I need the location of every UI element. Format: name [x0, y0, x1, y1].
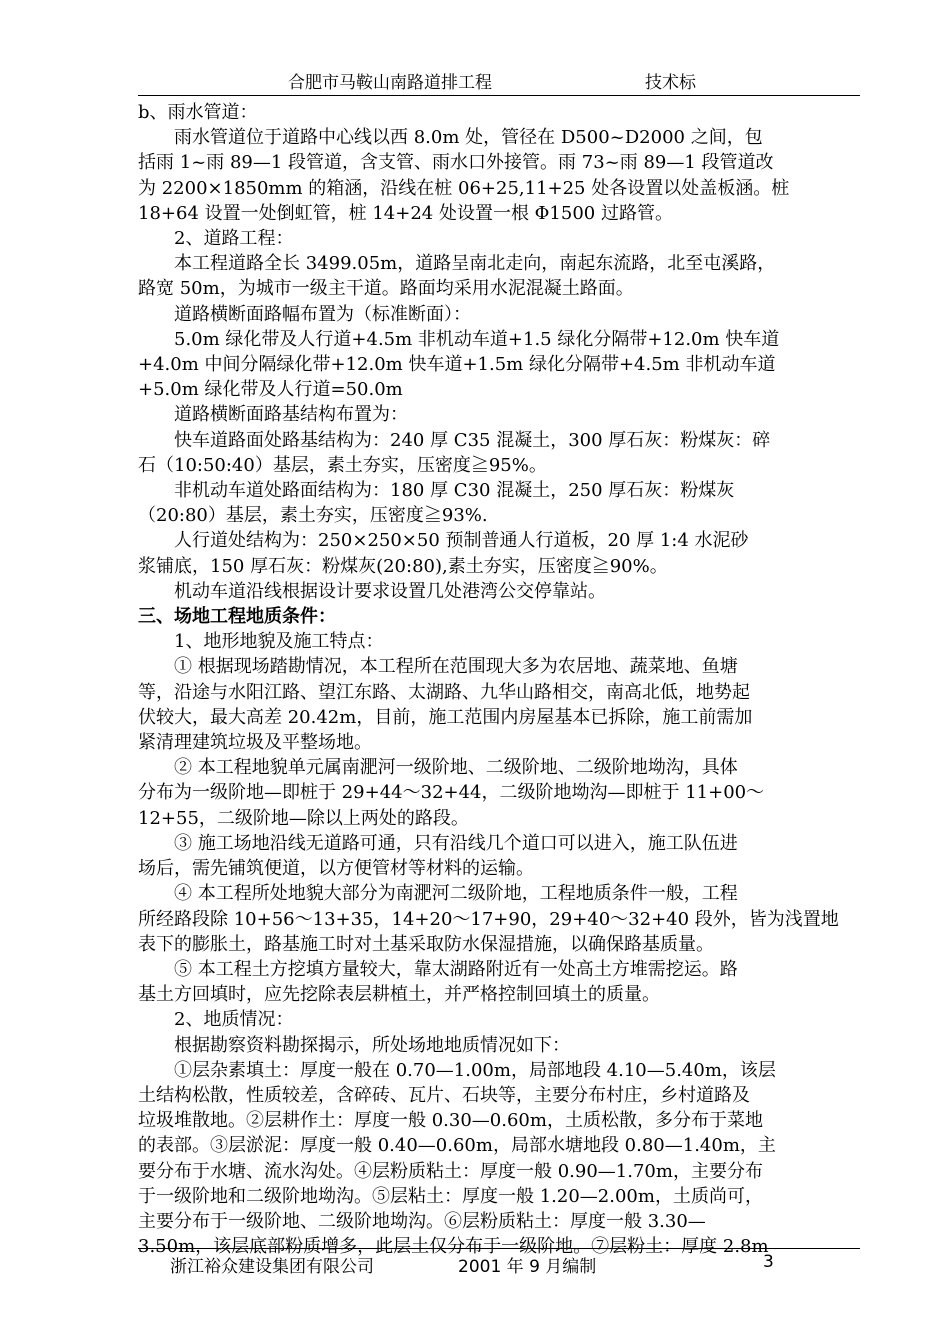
text-line: 道路横断面路幅布置为（标准断面）：: [174, 303, 471, 325]
text-line: 于一级阶地和二级阶地坳沟。⑤层粘土：厚度一般 1.20—2.00m，土质尚可，: [138, 1185, 763, 1207]
text-line: ④ 本工程所处地貌大部分为南淝河二级阶地，工程地质条件一般，工程: [174, 883, 738, 905]
text-line: 等，沿途与水阳江路、望江东路、太湖路、九华山路相交，南高北低，地势起: [138, 681, 750, 703]
text-line: 12+55，二级阶地—除以上两处的路段。: [138, 807, 469, 829]
company-name: 浙江裕众建设集团有限公司: [170, 1257, 374, 1277]
text-line: 道路横断面路基结构布置为：: [174, 404, 408, 426]
page-number: 3: [763, 1252, 774, 1272]
section-heading: 三、场地工程地质条件：: [138, 606, 336, 628]
text-line: ⑤ 本工程土方挖填方量较大，靠太湖路附近有一处高土方堆需挖运。路: [174, 958, 738, 980]
text-line: 伏较大，最大高差 20.42m，目前，施工范围内房屋基本已拆除，施工前需加: [138, 706, 753, 728]
text-line: 非机动车道处路面结构为：180 厚 C30 混凝土，250 厚石灰：粉煤灰: [174, 480, 735, 502]
compile-date: 2001 年 9 月编制: [458, 1257, 597, 1277]
text-line: ② 本工程地貌单元属南淝河一级阶地、二级阶地、二级阶地坳沟，具体: [174, 757, 738, 779]
text-line: 石（10:50:40）基层，素土夯实，压密度≧95%。: [138, 454, 547, 476]
text-line: 所经路段除 10+56～13+35，14+20～17+90，29+40～32+40 段外，皆为浅置地: [138, 908, 839, 930]
text-line: 路宽 50m，为城市一级主干道。路面均采用水泥混凝土路面。: [138, 278, 634, 300]
text-line: 紧清理建筑垃圾及平整场地。: [138, 732, 372, 754]
text-line: 人行道处结构为：250×250×50 预制普通人行道板，20 厚 1:4 水泥砂: [174, 530, 749, 552]
text-line: 2、地质情况：: [174, 1009, 294, 1031]
text-line: 雨水管道位于道路中心线以西 8.0m 处，管径在 D500~D2000 之间，包: [174, 127, 763, 149]
text-line: 本工程道路全长 3499.05m，道路呈南北走向，南起东流路，北至屯溪路，: [174, 253, 776, 275]
text-line: ①层杂素填土：厚度一般在 0.70—1.00m，局部地段 4.10—5.40m，该层: [174, 1059, 776, 1081]
text-line: 主要分布于一级阶地、二级阶地坳沟。⑥层粉质粘土：厚度一般 3.30—: [138, 1210, 706, 1232]
text-line: 分布为一级阶地—即桩于 29+44～32+44，二级阶地坳沟—即桩于 11+00～: [138, 782, 765, 804]
text-line: 2、道路工程：: [174, 228, 294, 250]
text-line: 为 2200×1850mm 的箱涵，沿线在桩 06+25,11+25 处各设置以处盖板涵。桩: [138, 177, 790, 199]
text-line: （20:80）基层，素土夯实，压密度≧93%.: [138, 505, 488, 527]
text-line: 1、地形地貌及施工特点：: [174, 631, 384, 653]
text-line: 18+64 设置一处倒虹管，桩 14+24 处设置一根 Φ1500 过路管。: [138, 202, 673, 224]
text-line: 垃圾堆散地。②层耕作土：厚度一般 0.30—0.60m，土质松散，多分布于菜地: [138, 1110, 763, 1132]
page-header: [138, 68, 860, 94]
text-line: 的表部。③层淤泥：厚度一般 0.40—0.60m，局部水塘地段 0.80—1.40m，主: [138, 1135, 776, 1157]
text-line: 根据勘察资料勘探揭示，所处场地地质情况如下：: [174, 1034, 570, 1056]
text-line: ③ 施工场地沿线无道路可通，只有沿线几个道口可以进入，施工队伍进: [174, 832, 738, 854]
text-line: 基土方回填时，应先挖除表层耕植土，并严格控制回填土的质量。: [138, 984, 660, 1006]
text-line: 要分布于水塘、流水沟处。④层粉质粘土：厚度一般 0.90—1.70m，主要分布: [138, 1160, 763, 1182]
document-body: [138, 100, 860, 1259]
page-footer: [138, 1252, 860, 1278]
text-line: 机动车道沿线根据设计要求设置几处港湾公交停靠站。: [174, 580, 606, 602]
text-line: ① 根据现场踏勘情况，本工程所在范围现大多为农居地、蔬菜地、鱼塘: [174, 656, 738, 678]
header-rule: [138, 95, 860, 96]
text-line: 表下的膨胀土，路基施工时对土基采取防水保湿措施，以确保路基质量。: [138, 933, 714, 955]
text-line: 土结构松散，性质较差，含碎砖、瓦片、石块等，主要分布村庄，乡村道路及: [138, 1084, 750, 1106]
text-line: +5.0m 绿化带及人行道=50.0m: [138, 379, 403, 401]
text-line: 括雨 1~雨 89—1 段管道，含支管、雨水口外接管。雨 73~雨 89—1 段管道改: [138, 152, 774, 174]
text-line: b、雨水管道：: [138, 102, 258, 123]
text-line: +4.0m 中间分隔绿化带+12.0m 快车道+1.5m 绿化分隔带+4.5m 非机动车道: [138, 354, 776, 376]
text-line: 快车道路面处路基结构为：240 厚 C35 混凝土，300 厚石灰：粉煤灰：碎: [174, 429, 771, 451]
text-line: 浆铺底，150 厚石灰：粉煤灰(20:80),素土夯实，压密度≧90%。: [138, 555, 668, 577]
footer-rule: [138, 1248, 860, 1249]
text-line: 场后，需先铺筑便道，以方便管材等材料的运输。: [138, 858, 534, 880]
text-line: 5.0m 绿化带及人行道+4.5m 非机动车道+1.5 绿化分隔带+12.0m 快车道: [174, 328, 780, 350]
text-line: 3.50m，该层底部粉质增多，此层土仅分布于一级阶地。⑦层粉土：厚度 2.8m: [138, 1236, 769, 1258]
project-title: 合肥市马鞍山南路道排工程: [288, 73, 492, 93]
document-type: 技术标: [645, 73, 696, 93]
